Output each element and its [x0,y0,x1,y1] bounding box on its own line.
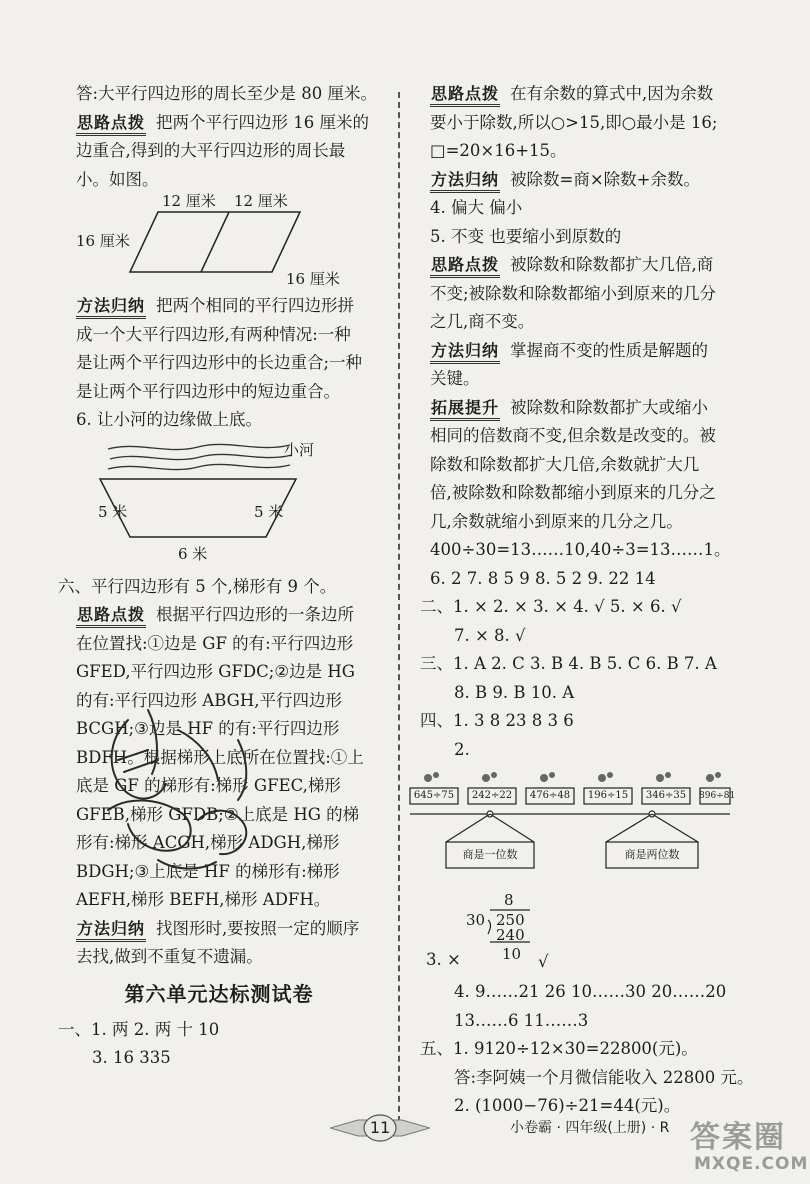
left-top-text: 把两个平行四边形 16 厘米的 [156,112,370,132]
right-top-line [420,394,750,423]
right-top-line [420,251,750,280]
right-top-line [420,536,750,565]
right-after-text: 五、1. 9120÷12×30=22800(元)。 [420,1039,698,1058]
left-bottom-line [58,801,380,830]
right-top-text: 二、1. × 2. × 3. × 4. √ 5. × 6. √ [420,597,682,616]
tip-tag: 思路点拨 [430,255,500,278]
right-top-text: 之几,商不变。 [430,312,535,331]
right-top-line [420,679,750,708]
right-column [413,80,754,1121]
trapezoid-right-label: 5 米 [254,502,284,521]
left-bottom-line [58,630,380,659]
right-top-text: 几,余数就缩小到原来的几分之几。 [430,511,683,531]
left-bottom-text: 六、平行四边形有 5 个,梯形有 9 个。 [58,576,337,596]
tip-tag: 方法归纳 [76,919,146,942]
right-top-text: 三、1. A 2. C 3. B 4. B 5. C 6. B 7. A [420,654,717,673]
left-bottom-line [58,772,380,801]
right-top-text: 6. 2 7. 8 5 9 8. 5 2 9. 22 14 [430,568,656,588]
right-top-text: 5. 不变 也要缩小到原数的 [430,226,622,246]
tip-tag: 思路点拨 [76,605,146,628]
left-end-text: 3. 16 335 [92,1048,171,1067]
left-bottom-line [58,744,380,773]
right-top-text: 4. 偏大 偏小 [430,198,523,217]
trapezoid-left-label: 5 米 [98,502,128,521]
left-top-line [58,109,380,138]
left-bottom-line [58,943,380,972]
watermark [678,1110,808,1180]
q3-answer [426,946,461,975]
left-bottom-text: 找图形时,要按照一定的顺序 [156,918,360,938]
fig1-bottom-right-label: 16 厘米 [286,270,340,288]
expr-box-6: 896÷81 [699,791,736,801]
left-bottom-text: 根据平行四边形的一条边所 [156,605,355,624]
tip-tag: 思路点拨 [76,113,146,136]
tip-tag: 方法归纳 [430,341,500,364]
right-top-line [420,451,750,480]
right-top-line [420,707,750,736]
left-top-text: 答:大平行四边形的周长至少是 80 厘米。 [76,84,378,103]
left-bottom-line [58,915,380,944]
left-bottom-line [58,573,380,602]
left-mid-text: 是让两个平行四边形中的短边重合。 [76,381,340,401]
right-top-text: 相同的倍数商不变,但余数是改变的。被 [430,426,716,445]
left-mid-text: 6. 让小河的边缘做上底。 [76,410,262,429]
left-bottom-text: BDFH。根据梯形上底所在位置找:①上 [76,747,364,767]
right-top-line [420,223,750,252]
ld-divisor: 30 [466,911,486,929]
right-top-text: 400÷30=13……10,40÷3=13……1。 [430,540,731,559]
left-mid-line [58,406,380,435]
right-top-text: 不变;被除数和除数都缩小到原来的几分 [430,283,717,303]
left-top-text: 小。如图。 [76,169,159,189]
left-top-text: 边重合,得到的大平行四边形的周长最 [76,141,346,160]
right-after-text: 4. 9……21 26 10……30 20……20 [454,982,727,1001]
left-mid-text: 把两个相同的平行四边形拼 [156,296,355,315]
ld-dividend: 250 [496,911,525,929]
left-bottom-text: 去找,做到不重复不遗漏。 [76,947,263,966]
right-top-text: 被除数和除数都扩大或缩小 [510,397,709,417]
right-top-text: 除数和除数都扩大几倍,余数就扩大几 [430,454,700,474]
left-bottom-text: 形有:梯形 ACGH,梯形 ADGH,梯形 [76,833,340,852]
left-mid-line [58,349,380,378]
right-top-text: 四、1. 3 8 23 8 3 6 [420,711,574,730]
right-after-line [420,1007,750,1036]
ld-remainder: 10 [502,945,522,963]
left-top-line [58,166,380,195]
right-after-text: 13……6 11……3 [454,1010,589,1030]
left-bottom-text: 底是 GF 的梯形有:梯形 GFEC,梯形 [76,776,341,795]
expr-box-1: 645÷75 [413,790,455,801]
left-bottom-text: GFED,平行四边形 GFDC;②边是 HG [76,662,355,681]
right-top-text: 2. [454,739,470,759]
right-top-text: □=20×16+15。 [430,141,567,160]
river-label: 小河 [284,440,315,459]
tip-tag: 方法归纳 [430,170,500,193]
left-bottom-text: AEFH,梯形 BEFH,梯形 ADFH。 [76,890,331,909]
right-top-line [420,80,750,109]
right-top-line [420,166,750,195]
right-top-text: 倍,被除数和除数都缩小到原来的几分之 [430,483,716,502]
right-top-line [420,280,750,309]
expr-box-2: 242÷22 [471,790,513,801]
right-top-text: 在有余数的算式中,因为余数 [510,84,714,103]
left-bottom-text: 在位置找:①边是 GF 的有:平行四边形 [76,633,354,653]
left-mid-line [58,292,380,321]
long-division [460,890,580,964]
tip-tag: 方法归纳 [76,296,146,319]
right-after-line [420,1064,754,1093]
right-top-line [420,565,750,594]
left-end-line [58,1016,380,1045]
left-end-text: 一、1. 两 2. 两 十 10 [58,1019,220,1039]
left-bottom-line [58,658,380,687]
expr-box-4: 196÷15 [587,790,629,801]
right-after-line [420,978,750,1007]
q3-prefix: 3. × [426,950,461,969]
tip-tag: 思路点拨 [430,84,500,107]
left-bottom-text: BCGH;③边是 HF 的有:平行四边形 [76,719,340,738]
grouping-drawing [406,766,736,886]
column-divider [398,92,400,1132]
page-number-badge [330,1112,430,1144]
right-after-text: 2. (1000−76)÷21=44(元)。 [454,1096,681,1115]
right-top-line [420,137,750,166]
right-top-text: 被除数=商×除数+余数。 [510,169,700,189]
group-right-label: 商是两位数 [624,848,680,861]
left-bottom-line [58,601,380,630]
left-column [58,80,380,1073]
footer-brand: 小卷霸 · 四年级(上册) · R [510,1120,670,1136]
right-top-line [420,736,750,765]
page-number: 11 [369,1118,391,1137]
left-bottom-text: GFEB,梯形 GFDB;②上底是 HG 的梯 [76,804,360,824]
right-top-text: 掌握商不变的性质是解题的 [510,340,709,360]
left-bottom-line [58,886,380,915]
tip-tag: 拓展提升 [430,398,500,421]
parallelogram-figure [58,192,380,288]
right-top-text: 被除数和除数都扩大几倍,商 [510,255,714,274]
trapezoid-bottom-label: 6 米 [178,544,208,563]
left-bottom-line [58,858,380,887]
watermark-top: 答案圈 [690,1120,786,1155]
right-top-line [420,422,750,451]
right-top-text: 7. × 8. √ [454,625,526,645]
group-left-label: 商是一位数 [462,848,518,861]
left-mid-text: 成一个大平行四边形,有两种情况:一种 [76,324,351,344]
section-title: 第六单元达标测试卷 [124,981,314,1006]
watermark-bottom: MXQE.COM [694,1154,809,1174]
expr-box-3: 476÷48 [529,790,571,801]
right-top-line [420,109,750,138]
right-top-line [420,650,750,679]
right-after-text: 答:李阿姨一个月微信能收入 22800 元。 [454,1067,754,1087]
q3-check: √ [538,952,549,971]
fig1-top-left-label: 12 厘米 [162,192,216,210]
ld-product: 240 [496,926,525,944]
ld-quotient: 8 [504,891,514,909]
right-top-text: 8. B 9. B 10. A [454,682,575,702]
left-top-line [58,137,380,166]
right-after-line [420,1035,750,1064]
left-bottom-text: BDGH;③上底是 HF 的梯形有:梯形 [76,861,340,881]
left-bottom-line [58,715,380,744]
right-top-text: 关键。 [430,369,480,388]
right-top-line [420,337,750,366]
trapezoid-figure [58,437,380,569]
expr-box-5: 346÷35 [645,790,687,801]
right-top-text: 要小于除数,所以○>15,即○最小是 16; [430,112,718,132]
left-mid-line [58,378,380,407]
right-top-line [420,622,750,651]
left-bottom-line [58,687,380,716]
right-top-line [420,365,750,394]
left-mid-line [58,321,380,350]
right-top-line [420,308,750,337]
q3-long-division-row [420,890,750,978]
fig1-left-label: 16 厘米 [76,232,130,250]
division-grouping-figure [413,766,750,886]
right-top-line [420,479,750,508]
left-end-line [58,1044,380,1073]
right-top-line [420,508,750,537]
right-top-line [420,593,750,622]
right-top-line [420,194,750,223]
fig1-top-right-label: 12 厘米 [234,192,288,210]
left-bottom-text: 的有:平行四边形 ABGH,平行四边形 [76,690,342,710]
left-top-line [58,80,380,109]
left-mid-text: 是让两个平行四边形中的长边重合;一种 [76,353,363,372]
left-bottom-line [58,829,380,858]
